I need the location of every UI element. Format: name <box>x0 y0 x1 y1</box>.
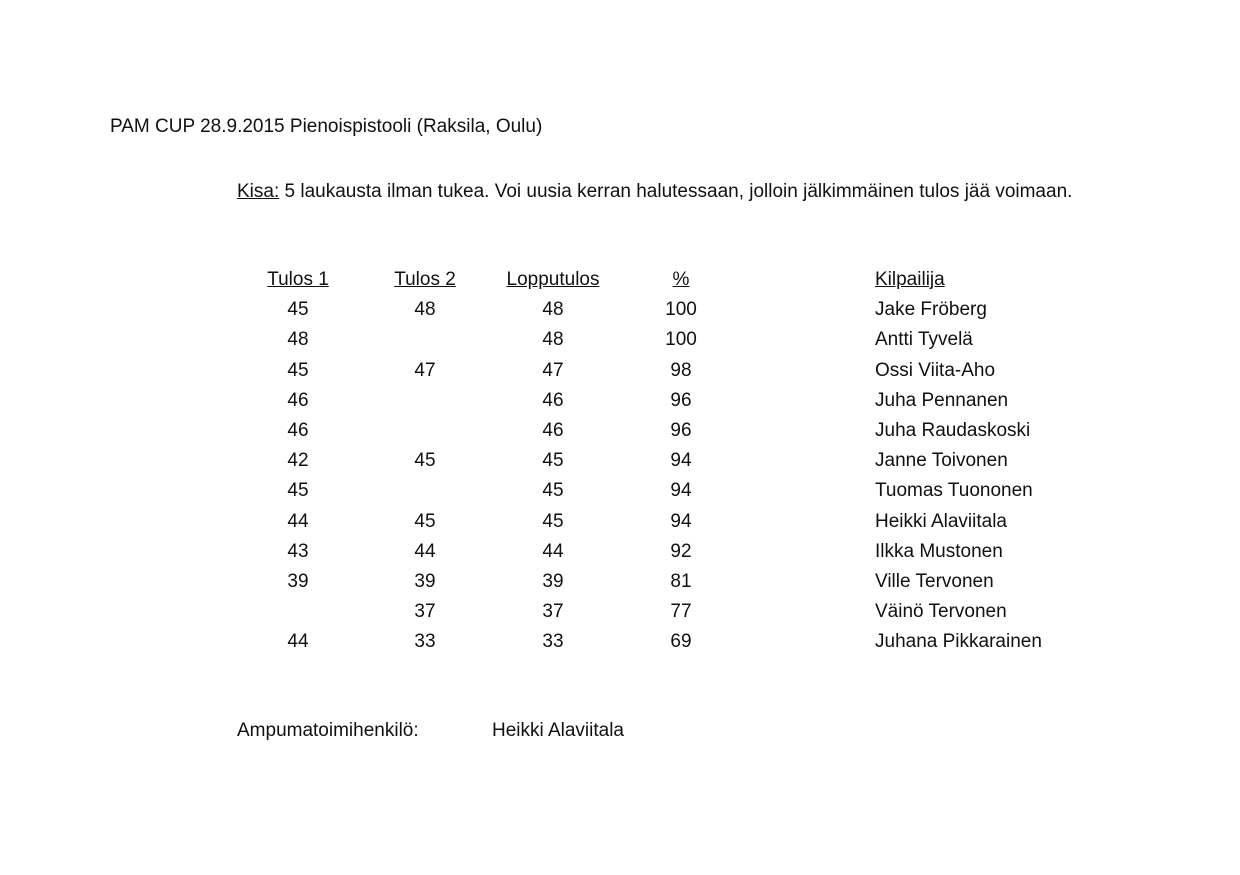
cell-percent: 94 <box>670 450 692 472</box>
cell-percent: 92 <box>670 540 692 562</box>
cell-lopputulos: 44 <box>542 540 564 562</box>
cell-lopputulos: 33 <box>542 631 564 653</box>
cell-tulos2: 33 <box>414 631 436 653</box>
cell-name: Heikki Alaviitala <box>875 510 1007 532</box>
cell-name: Ossi Viita-Aho <box>875 359 996 381</box>
cell-tulos1: 45 <box>287 480 309 502</box>
official-name: Heikki Alaviitala <box>492 720 624 741</box>
cell-percent: 98 <box>670 359 692 381</box>
cell-spacer <box>747 597 875 627</box>
table-row <box>237 627 1042 657</box>
cell-lopputulos: 48 <box>542 329 564 351</box>
table-row <box>237 567 1042 597</box>
table-row <box>237 416 1042 446</box>
table-row <box>237 356 1042 386</box>
official-label: Ampumatoimihenkilö: <box>237 720 419 741</box>
cell-tulos2 <box>359 476 491 506</box>
table-row <box>237 386 1042 416</box>
cell-lopputulos: 39 <box>542 570 564 592</box>
cell-tulos2: 47 <box>414 359 436 381</box>
rules-label: Kisa: <box>237 181 280 202</box>
cell-spacer <box>747 446 875 476</box>
cell-name: Tuomas Tuononen <box>875 480 1033 502</box>
cell-tulos1: 46 <box>287 389 309 411</box>
cell-spacer <box>747 507 875 537</box>
cell-percent: 69 <box>670 631 692 653</box>
header-tulos1: Tulos 1 <box>267 269 329 291</box>
cell-name: Juha Raudaskoski <box>875 420 1031 442</box>
cell-name: Juhana Pikkarainen <box>875 631 1042 653</box>
cell-tulos1: 48 <box>287 329 309 351</box>
cell-spacer <box>747 356 875 386</box>
cell-spacer <box>747 386 875 416</box>
cell-name: Antti Tyvelä <box>875 329 973 351</box>
cell-name: Janne Toivonen <box>875 450 1008 472</box>
cell-tulos1: 46 <box>287 420 309 442</box>
cell-percent: 94 <box>670 510 692 532</box>
cell-tulos1: 44 <box>287 510 309 532</box>
cell-name: Ville Tervonen <box>875 570 994 592</box>
cell-percent: 77 <box>670 601 692 623</box>
cell-lopputulos: 47 <box>542 359 564 381</box>
table-row <box>237 325 1042 355</box>
cell-name: Ilkka Mustonen <box>875 540 1003 562</box>
cell-percent: 96 <box>670 389 692 411</box>
cell-lopputulos: 46 <box>542 389 564 411</box>
cell-tulos1: 45 <box>287 359 309 381</box>
table-row <box>237 476 1042 506</box>
cell-tulos1: 42 <box>287 450 309 472</box>
cell-lopputulos: 45 <box>542 510 564 532</box>
cell-percent: 94 <box>670 480 692 502</box>
cell-tulos1: 43 <box>287 540 309 562</box>
cell-tulos2: 39 <box>414 570 436 592</box>
cell-lopputulos: 48 <box>542 299 564 321</box>
cell-lopputulos: 45 <box>542 450 564 472</box>
cell-lopputulos: 37 <box>542 601 564 623</box>
cell-percent: 81 <box>670 570 692 592</box>
competition-rules <box>237 177 1097 207</box>
cell-tulos2 <box>359 416 491 446</box>
cell-spacer <box>747 476 875 506</box>
table-row <box>237 537 1042 567</box>
cell-tulos2: 48 <box>414 299 436 321</box>
table-row <box>237 295 1042 325</box>
cell-tulos2 <box>359 386 491 416</box>
cell-tulos1: 39 <box>287 570 309 592</box>
shooting-official <box>237 720 624 742</box>
cell-lopputulos: 45 <box>542 480 564 502</box>
cell-percent: 96 <box>670 420 692 442</box>
cell-percent: 100 <box>665 329 697 351</box>
cell-tulos1: 45 <box>287 299 309 321</box>
cell-tulos1 <box>237 597 359 627</box>
rules-text: 5 laukausta ilman tukea. Voi uusia kerran halutessaan, jolloin jälkimmäinen tulos jää voimaan. <box>279 181 1073 202</box>
cell-tulos2: 44 <box>414 540 436 562</box>
header-spacer <box>747 265 875 295</box>
cell-spacer <box>747 295 875 325</box>
cell-spacer <box>747 537 875 567</box>
cell-name: Väinö Tervonen <box>875 601 1007 623</box>
cell-tulos2: 37 <box>414 601 436 623</box>
results-table <box>237 265 1042 657</box>
header-kilpailija: Kilpailija <box>875 269 945 291</box>
cell-spacer <box>747 416 875 446</box>
cell-percent: 100 <box>665 299 697 321</box>
document-title: PAM CUP 28.9.2015 Pienoispistooli (Raksila, Oulu) <box>110 116 543 137</box>
table-row <box>237 446 1042 476</box>
table-row <box>237 507 1042 537</box>
cell-tulos2 <box>359 325 491 355</box>
cell-spacer <box>747 567 875 597</box>
cell-spacer <box>747 325 875 355</box>
table-row <box>237 597 1042 627</box>
header-tulos2: Tulos 2 <box>394 269 456 291</box>
cell-spacer <box>747 627 875 657</box>
cell-tulos2: 45 <box>414 450 436 472</box>
cell-tulos1: 44 <box>287 631 309 653</box>
cell-lopputulos: 46 <box>542 420 564 442</box>
cell-tulos2: 45 <box>414 510 436 532</box>
header-lopputulos: Lopputulos <box>506 269 600 291</box>
table-header-row <box>237 265 1042 295</box>
cell-name: Jake Fröberg <box>875 299 987 321</box>
cell-name: Juha Pennanen <box>875 389 1009 411</box>
header-percent: % <box>672 269 690 291</box>
